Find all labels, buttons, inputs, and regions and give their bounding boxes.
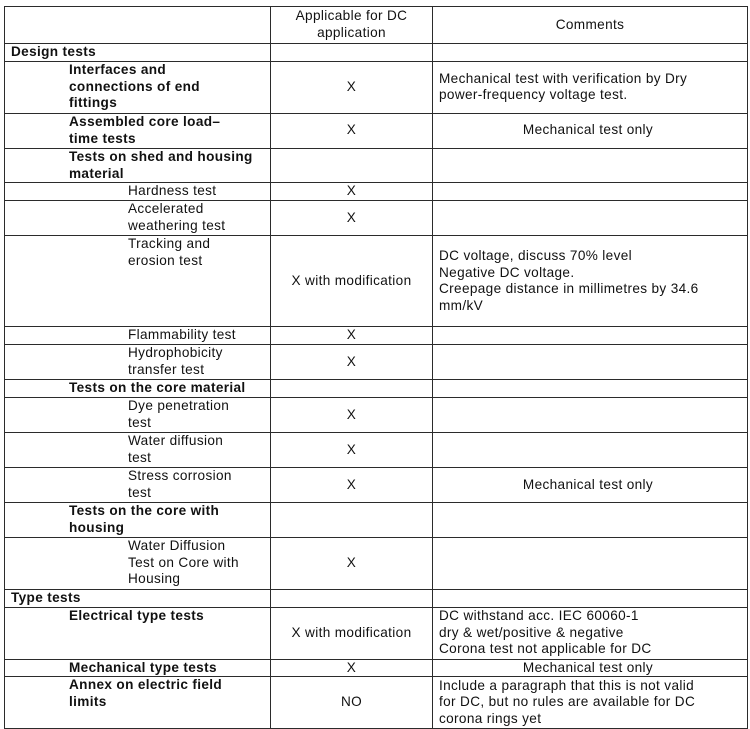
comment-cell	[433, 148, 748, 183]
table-row	[5, 44, 748, 62]
comment-cell	[433, 503, 748, 538]
test-name-cell: Design tests	[5, 44, 271, 62]
applicable-cell: X	[271, 61, 433, 113]
applicable-cell: X	[271, 659, 433, 677]
test-name-cell: Flammability test	[5, 327, 271, 345]
comment-cell	[433, 380, 748, 398]
dc-applicability-table	[4, 6, 748, 729]
table-row	[5, 677, 748, 729]
test-name-cell: Accelerated weathering test	[5, 201, 271, 236]
table-row	[5, 537, 748, 589]
applicable-cell: X	[271, 398, 433, 433]
table-row	[5, 398, 748, 433]
applicable-cell	[271, 44, 433, 62]
table-row	[5, 61, 748, 113]
applicable-cell	[271, 589, 433, 607]
test-name-cell: Electrical type tests	[5, 607, 271, 659]
test-name-cell: Hardness test	[5, 183, 271, 201]
comment-cell	[433, 345, 748, 380]
applicable-cell: X with modification	[271, 607, 433, 659]
header-comments: Comments	[433, 7, 748, 44]
test-name-cell: Water diffusion test	[5, 433, 271, 468]
comment-cell: Mechanical test only	[433, 659, 748, 677]
test-name-cell: Water Diffusion Test on Core with Housing	[5, 537, 271, 589]
comment-cell	[433, 589, 748, 607]
applicable-cell: X	[271, 113, 433, 148]
table-row	[5, 327, 748, 345]
test-name-cell: Tracking and erosion test	[5, 236, 271, 327]
comment-cell: Mechanical test only	[433, 468, 748, 503]
table-header-row	[5, 7, 748, 44]
table-row	[5, 345, 748, 380]
table-row	[5, 148, 748, 183]
comment-cell: Mechanical test only	[433, 113, 748, 148]
comment-cell: DC voltage, discuss 70% level Negative DC voltage. Creepage distance in millimetres by 34.6 mm/kV	[433, 236, 748, 327]
applicable-cell: X with modification	[271, 236, 433, 327]
comment-cell	[433, 537, 748, 589]
applicable-cell	[271, 148, 433, 183]
table-row	[5, 433, 748, 468]
applicable-cell: X	[271, 345, 433, 380]
test-name-cell: Dye penetration test	[5, 398, 271, 433]
comment-cell: DC withstand acc. IEC 60060-1 dry & wet/positive & negative Corona test not applicable for DC	[433, 607, 748, 659]
table-row	[5, 201, 748, 236]
comment-cell: Mechanical test with verification by Dry power-frequency voltage test.	[433, 61, 748, 113]
table-row	[5, 607, 748, 659]
test-name-cell: Interfaces and connections of end fittings	[5, 61, 271, 113]
test-name-cell: Tests on the core material	[5, 380, 271, 398]
table-row	[5, 380, 748, 398]
table-row	[5, 659, 748, 677]
header-applicable: Applicable for DC application	[271, 7, 433, 44]
table-row	[5, 236, 748, 327]
comment-cell	[433, 44, 748, 62]
applicable-cell: X	[271, 183, 433, 201]
test-name-cell: Tests on the core with housing	[5, 503, 271, 538]
applicable-cell	[271, 503, 433, 538]
applicable-cell: X	[271, 327, 433, 345]
applicable-cell: X	[271, 537, 433, 589]
comment-cell	[433, 183, 748, 201]
applicable-cell: X	[271, 468, 433, 503]
test-name-cell: Type tests	[5, 589, 271, 607]
comment-cell	[433, 398, 748, 433]
test-name-cell: Mechanical type tests	[5, 659, 271, 677]
table-row	[5, 183, 748, 201]
comment-cell	[433, 433, 748, 468]
header-test	[5, 7, 271, 44]
applicable-cell	[271, 380, 433, 398]
applicable-cell: X	[271, 433, 433, 468]
applicable-cell: X	[271, 201, 433, 236]
comment-cell	[433, 327, 748, 345]
test-name-cell: Assembled core load– time tests	[5, 113, 271, 148]
test-name-cell: Annex on electric field limits	[5, 677, 271, 729]
test-name-cell: Hydrophobicity transfer test	[5, 345, 271, 380]
test-name-cell: Stress corrosion test	[5, 468, 271, 503]
table-row	[5, 589, 748, 607]
test-name-cell: Tests on shed and housing material	[5, 148, 271, 183]
comment-cell: Include a paragraph that this is not valid for DC, but no rules are available for DC corona rings yet	[433, 677, 748, 729]
comment-cell	[433, 201, 748, 236]
table-row	[5, 503, 748, 538]
table-row	[5, 113, 748, 148]
applicable-cell: NO	[271, 677, 433, 729]
table-row	[5, 468, 748, 503]
